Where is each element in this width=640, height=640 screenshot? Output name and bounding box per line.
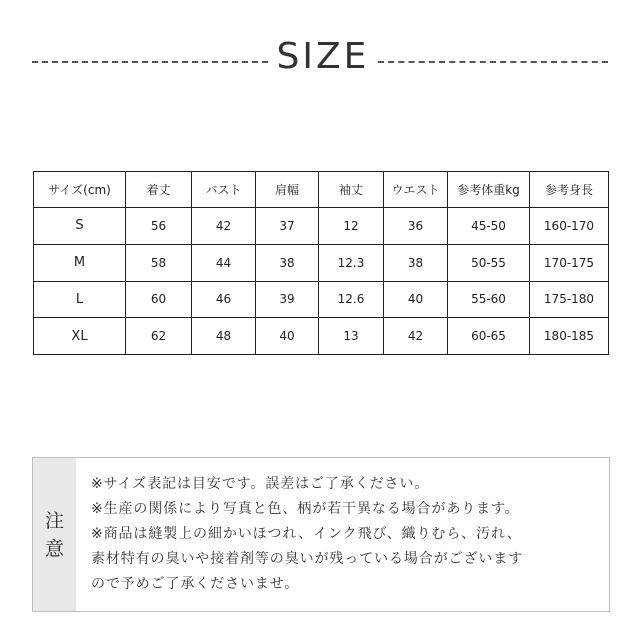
table-cell: 60-65 [448,318,530,355]
table-cell: 55-60 [448,281,530,318]
table-cell: 40 [384,281,448,318]
table-cell: 39 [256,281,319,318]
table-cell: 56 [126,208,192,245]
note-line: ※生産の関係により写真と色、柄が若干異なる場合があります。 [91,501,520,517]
note-box [32,457,610,612]
header-waist: ウエスト [384,172,448,208]
table-cell: S [34,208,126,245]
table-cell: 13 [319,318,384,355]
note-line: ※サイズ表記は目安です。誤差はご了承ください。 [91,476,430,492]
table-cell: 180-185 [530,318,609,355]
title-dashed-line-right [378,61,608,63]
table-cell: 40 [256,318,319,355]
note-line: 素材特有の臭いや接着剤等の臭いが残っている場合がございます [91,551,524,567]
table-row [34,208,609,245]
table-row [34,281,609,318]
header-size: サイズ(cm) [34,172,126,208]
note-text [91,472,601,597]
table-row [34,318,609,355]
note-line: ※商品は縫製上の細かいほつれ、インク飛び、織りむら、汚れ、 [91,526,522,542]
table-cell: 42 [192,208,256,245]
header-weight: 参考体重kg [448,172,530,208]
table-cell: 45-50 [448,208,530,245]
table-row [34,244,609,281]
page-title: SIZE [276,36,370,77]
table-cell: 50-55 [448,244,530,281]
table-cell: 58 [126,244,192,281]
table-cell: 48 [192,318,256,355]
table-cell: M [34,244,126,281]
table-cell: 12 [319,208,384,245]
table-cell: 12.3 [319,244,384,281]
size-table [33,171,609,355]
header-length: 着丈 [126,172,192,208]
table-cell: 62 [126,318,192,355]
note-label [33,458,76,611]
table-cell: 42 [384,318,448,355]
table-cell: 46 [192,281,256,318]
header-bust: バスト [192,172,256,208]
header-height: 参考身長 [530,172,609,208]
note-label-char: 注 [44,509,64,532]
table-cell: 38 [256,244,319,281]
table-cell: L [34,281,126,318]
table-cell: 36 [384,208,448,245]
title-row [0,30,640,90]
table-cell: 175-180 [530,281,609,318]
table-cell: XL [34,318,126,355]
table-cell: 60 [126,281,192,318]
table-cell: 160-170 [530,208,609,245]
table-cell: 12.6 [319,281,384,318]
table-cell: 44 [192,244,256,281]
table-cell: 170-175 [530,244,609,281]
note-label-char: 意 [44,537,64,560]
header-shoulder: 肩幅 [256,172,319,208]
title-dashed-line-left [32,61,268,63]
header-sleeve: 袖丈 [319,172,384,208]
table-cell: 37 [256,208,319,245]
table-cell: 38 [384,244,448,281]
note-line: ので予めご了承くださいませ。 [91,576,300,592]
table-header-row [34,172,609,208]
